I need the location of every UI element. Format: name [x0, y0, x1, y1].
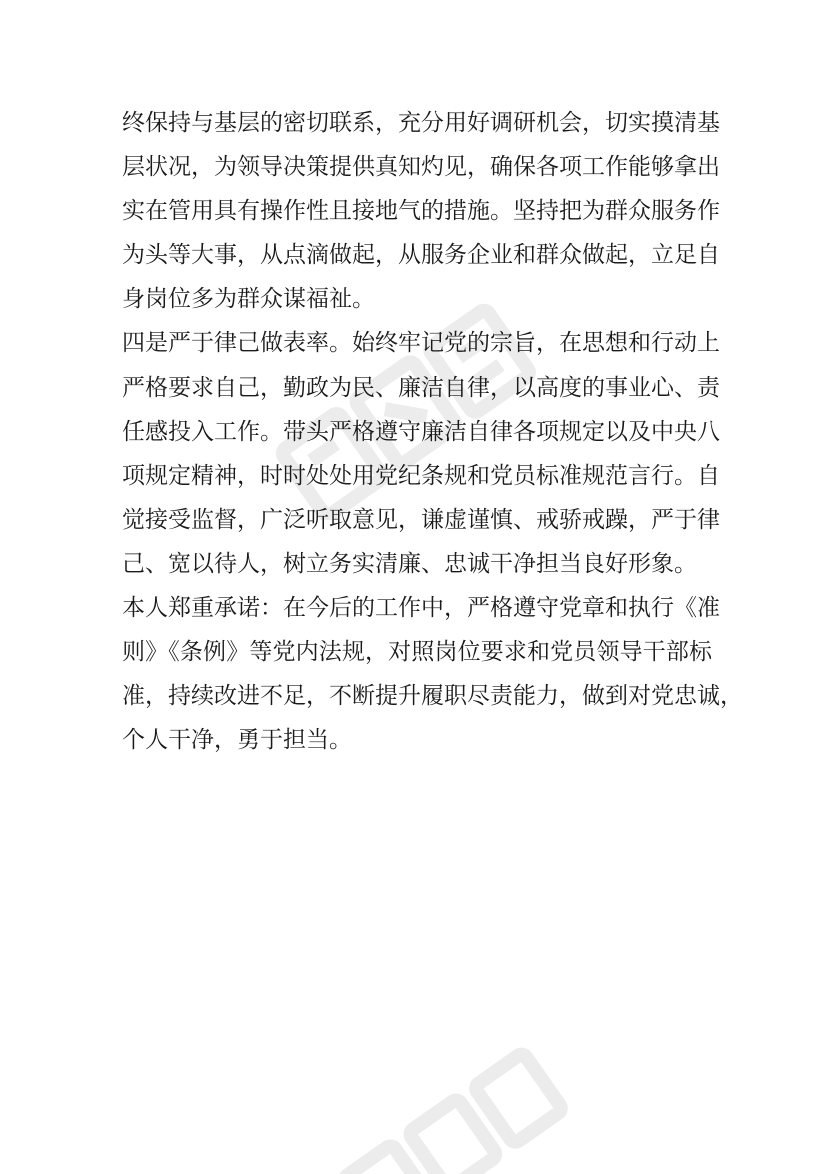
- document-body: [122, 101, 743, 762]
- text-line: 实在管用具有操作性且接地气的措施。坚持把为群众服务作: [122, 198, 720, 225]
- text-line: 己、宽以待人，树立务实清廉、忠诚干净担当良好形象。: [122, 550, 697, 577]
- text-line: 严格要求自己，勤政为民、廉洁自律，以高度的事业心、责: [122, 374, 720, 401]
- text-line: 觉接受监督，广泛听取意见，谦虚谨慎、戒骄戒躁，严于律: [122, 506, 720, 533]
- text-line: 则》《条例》等党内法规，对照岗位要求和党员领导干部标: [122, 639, 712, 666]
- text-line: 为头等大事，从点滴做起，从服务企业和群众做起，立足自: [122, 242, 720, 269]
- watermark-logo-bottom: [300, 1030, 600, 1174]
- text-line: 四是严于律己做表率。始终牢记党的宗旨，在思想和行动上: [122, 330, 720, 357]
- text-line: 本人郑重承诺：在今后的工作中，严格遵守党章和执行《准: [122, 595, 720, 622]
- text-line: 终保持与基层的密切联系，充分用好调研机会，切实摸清基: [122, 110, 720, 136]
- text-line: 准，持续改进不足，不断提升履职尽责能力，做到对党忠诚，: [122, 683, 743, 710]
- text-line: 个人干净，勇于担当。: [122, 727, 352, 754]
- text-line: 身岗位多为群众谋福祉。: [122, 286, 375, 313]
- text-line: 项规定精神，时时处处用党纪条规和党员标准规范言行。自: [122, 462, 720, 489]
- text-line: 任感投入工作。带头严格遵守廉洁自律各项规定以及中央八: [122, 418, 720, 445]
- text-line: 层状况，为领导决策提供真知灼见，确保各项工作能够拿出: [122, 154, 720, 181]
